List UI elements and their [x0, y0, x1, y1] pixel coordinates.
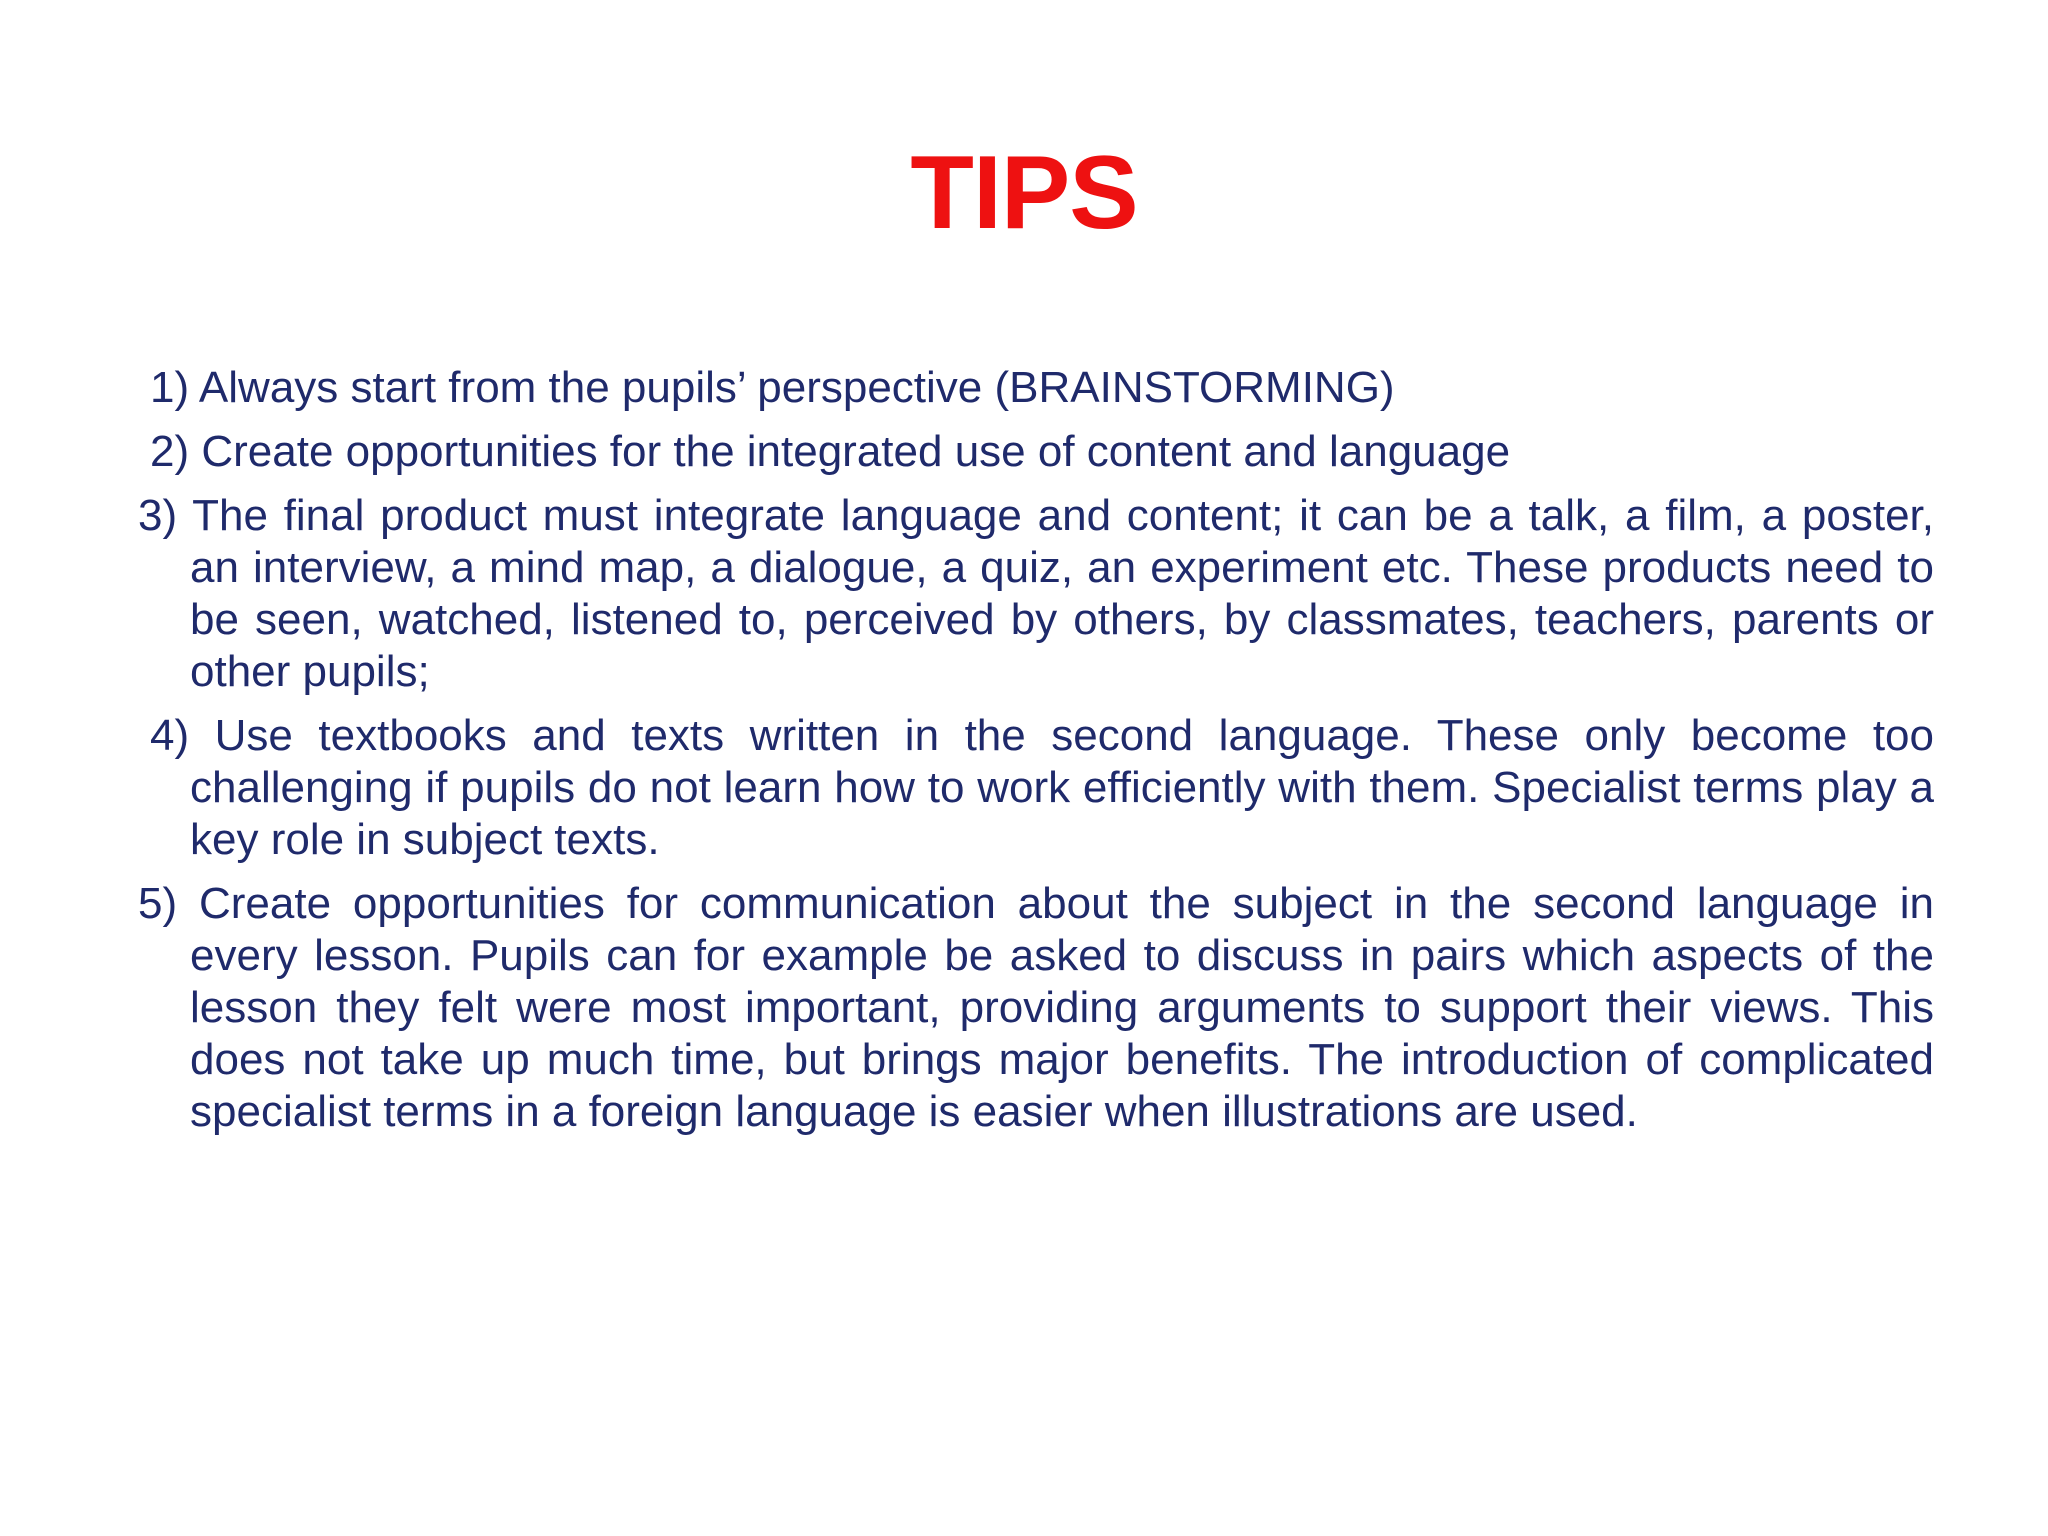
- slide-title: TIPS: [910, 135, 1138, 251]
- tip-item-1: 1) Always start from the pupils’ perspective (BRAINSTORMING): [150, 363, 1395, 412]
- tip-item-2: 2) Create opportunities for the integrated use of content and language: [150, 427, 1511, 476]
- tips-list: [138, 362, 1934, 1150]
- tip-item-5: 5) Create opportunities for communication about the subject in the second language in every lesson. Pupils can for example be asked to discuss in pairs which aspects of the lesson they felt were most important, providing arguments to support their views. This does not take up much time, but brings major benefits. The introduction of complicated specialist terms in a foreign language is easier when illustrations are used.: [138, 879, 1934, 1136]
- tip-item-4: 4) Use textbooks and texts written in the second language. These only become too challenging if pupils do not learn how to work efficiently with them. Specialist terms play a key role in subject texts.: [150, 711, 1934, 864]
- tip-item-3: 3) The final product must integrate language and content; it can be a talk, a film, a poster, an interview, a mind map, a dialogue, a quiz, an experiment etc. These products need to be seen, watched, listened to, perceived by others, by classmates, teachers, parents or other pupils;: [138, 491, 1934, 696]
